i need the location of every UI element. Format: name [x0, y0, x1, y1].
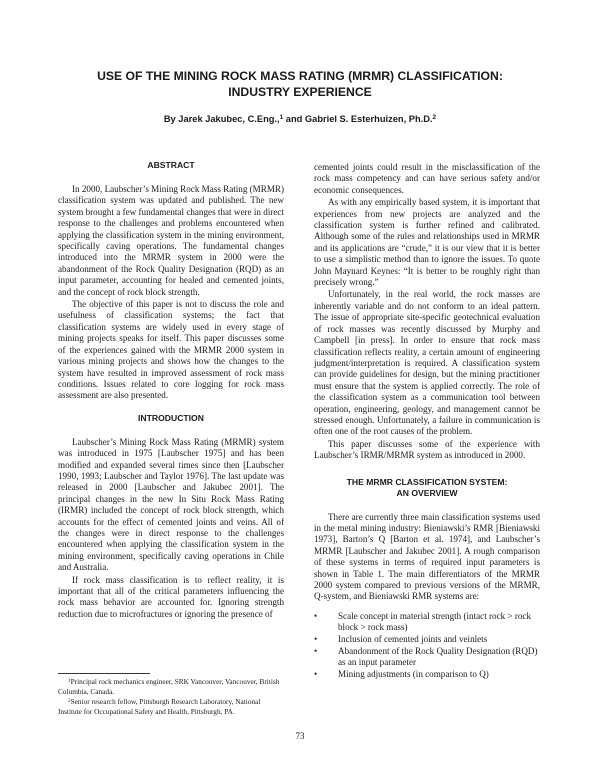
right-paragraph-3: This paper discusses some of the experience with Laubscher’s IRMR/MRMR system as introduced in 2000.	[314, 438, 540, 461]
list-item-text: Abandonment of the Rock Quality Designation (RQD) as an input parameter	[338, 646, 538, 668]
footnote-2	[58, 697, 284, 716]
right-column	[314, 162, 540, 681]
introduction-heading: INTRODUCTION	[138, 412, 204, 423]
continuation-paragraph: cemented joints could result in the misclassification of the rock mass competency and can have serious safety and/or economic consequences.	[314, 162, 540, 195]
title-line-2: INDUSTRY EXPERIENCE	[228, 84, 372, 99]
author-2-footnote-mark: 2	[432, 114, 437, 121]
right-paragraph-1: As with any empirically based system, it is important that experiences from new projects are analyzed and the classification system is further refined and calibrated. Although some of the rules and relationships used in MRMR and its applications are “crude,” it is our view that it is better to use a simplistic method than to ignore the issues. To quote John Maynard Keynes: “It is better to be roughly right than precisely wrong.”	[314, 197, 540, 288]
mrmr-overview-paragraph: There are currently three main classification systems used in the metal mining industry: Bieniawski’s RMR [Bieniawski 1973], Barton’s Q [Barton et al. 1974], and Laubscher’s MRMR [Laubscher and Jakubec 2001]. A rough comparison of these systems in terms of required input parameters is shown in Table 1. The main differentiators of the MRMR 2000 system compared to previous versions of the MRMR, Q-system, and Bieniawski RMR systems are:	[314, 511, 540, 602]
footnote-2-mark: 2	[68, 698, 71, 705]
footnote-1-mark: 1	[68, 678, 71, 684]
mrmr-heading-line-2: AN OVERVIEW	[396, 487, 458, 498]
abstract-heading: ABSTRACT	[147, 160, 195, 170]
footnote-divider	[58, 673, 150, 674]
list-item	[314, 669, 540, 680]
author-1-footnote-mark: 1	[279, 114, 284, 121]
list-item	[314, 634, 540, 645]
right-paragraph-2: Unfortunately, in the real world, the rock masses are inherently variable and do not conform to an ideal pattern. The issue of appropriate site-specific geotechnical evaluation of rock masses was recently discussed by Murphy and Campbell [in press]. In order to ensure that rock mass classification reflects reality, a certain amount of engineering judgment/interpretation is required. A classification system can provide guidelines for design, but the mining practitioner must ensure that the system is applied correctly. The role of the classification system as a communication tool between operation, engineering, geology, and management cannot be stressed enough. Unfortunately, a failure in communication is often one of the root causes of the problem.	[314, 289, 540, 437]
footnote-1	[58, 677, 284, 696]
list-item	[314, 611, 540, 634]
title-line-1: USE OF THE MINING ROCK MASS RATING (MRMR) CLASSIFICATION:	[97, 69, 503, 83]
footnote-2-text: Senior research fellow, Pittsburgh Research Laboratory, National Institute for Occupational Safety and Health, Pittsburgh, PA.	[58, 697, 261, 716]
bullet-icon: •	[314, 610, 318, 621]
abstract-paragraph-2: The objective of this paper is not to discuss the role and usefulness of classification systems; the fact that classification systems are widely used in every stage of mining projects speaks for itself. This paper discusses some of the experiences gained with the MRMR 2000 system in various mining projects and shows how the changes to the system have resulted in improved assessment of rock mass conditions. Issues related to core logging for rock mass assessment are also presented.	[58, 299, 284, 401]
mrmr-overview-heading	[314, 477, 540, 499]
left-column	[58, 160, 284, 620]
bullet-icon: •	[314, 634, 318, 645]
author-line	[60, 113, 540, 125]
page-number: 73	[295, 731, 305, 741]
author-1: By Jarek Jakubec, C.Eng.,	[163, 114, 280, 124]
footnote-1-text: Principal rock mechanics engineer, SRK Vancouver, Vancouver, British Columbia, Canada.	[58, 677, 280, 696]
list-item	[314, 646, 540, 669]
author-2: and Gabriel S. Esterhuizen, Ph.D.	[283, 114, 433, 124]
footnotes	[58, 677, 284, 717]
bullet-icon: •	[314, 646, 318, 657]
paper-title	[60, 69, 540, 100]
bullet-icon: •	[314, 669, 318, 680]
differentiators-list	[314, 611, 540, 681]
list-item-text: Scale concept in material strength (intact rock > rock block > rock mass)	[338, 610, 531, 633]
introduction-paragraph-1: Laubscher’s Mining Rock Mass Rating (MRMR) system was introduced in 1975 [Laubscher 1975] and has been modified and expanded several times since then [Laubscher 1990, 1993; Laubscher and Taylor 1976]. The last update was released in 2000 [Laubscher and Jakubec 2001]. The principal changes in the new In Situ Rock Mass Rating (IRMR) included the concept of rock block strength, which accounts for the effect of cemented joints and veins. All of the changes were in direct response to the challenges encountered when applying the classification system in the mining environment, specifically caving operations in Chile and Australia.	[58, 436, 284, 573]
introduction-paragraph-2: If rock mass classification is to reflect reality, it is important that all of the critical parameters influencing the rock mass behavior are accounted for. Ignoring strength reduction due to microfractures or ignoring the presence of	[58, 574, 284, 619]
list-item-text: Inclusion of cemented joints and veinlets	[338, 634, 488, 645]
list-item-text: Mining adjustments (in comparison to Q)	[338, 669, 489, 680]
abstract-paragraph-1: In 2000, Laubscher’s Mining Rock Mass Rating (MRMR) classification system was updated and published. The new system brought a few fundamental changes that were in direct response to the challenges and problems encountered when applying the classification system in the mining environment, specifically caving operations. The fundamental changes introduced into the MRMR system in 2000 were the abandonment of the Rock Quality Designation (RQD) as an input parameter, accounting for healed and cemented joints, and the concept of rock block strength.	[58, 184, 285, 297]
mrmr-heading-line-1: THE MRMR CLASSIFICATION SYSTEM:	[346, 476, 508, 487]
